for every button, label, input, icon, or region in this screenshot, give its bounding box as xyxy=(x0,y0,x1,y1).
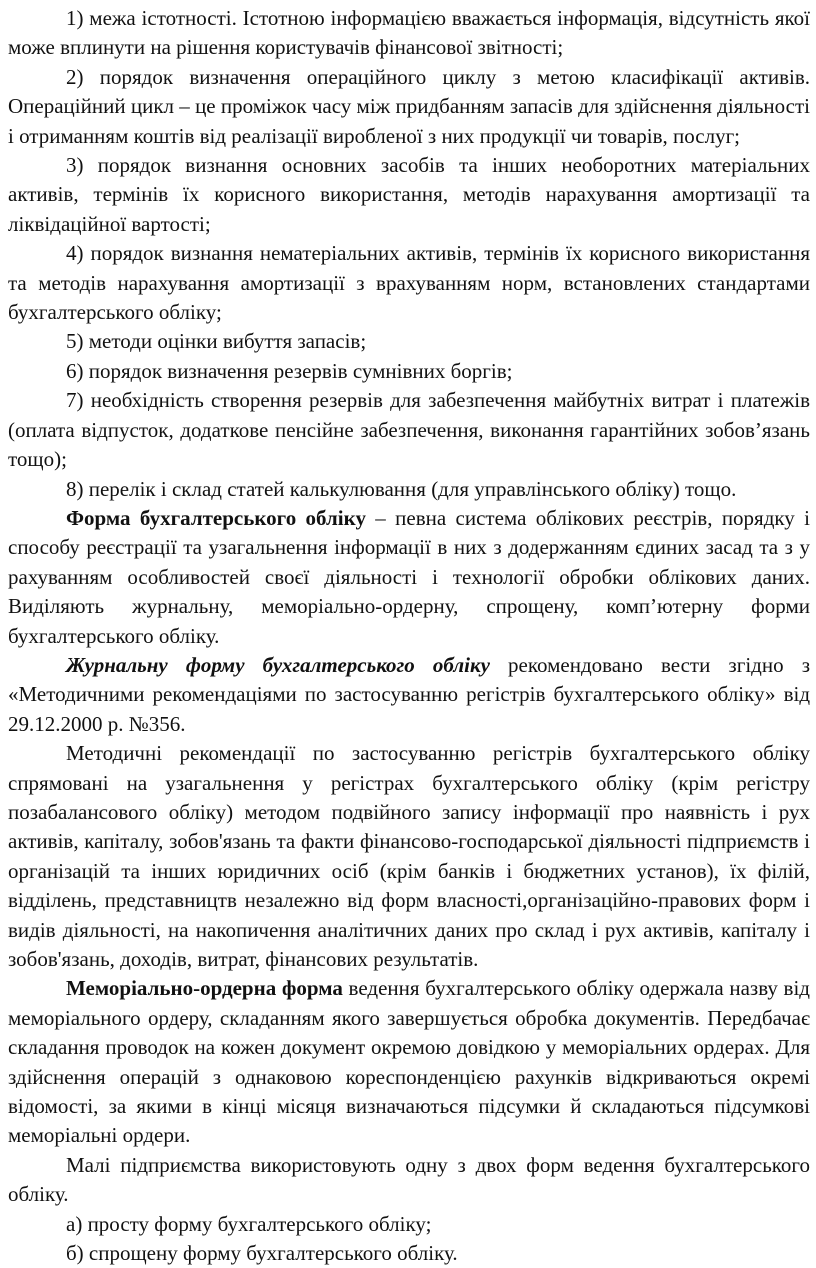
list-item-3: 3) порядок визнання основних засобів та інших необоротних матеріальних активів, термінів їх корисного використання, методів нарахування амортизації та ліквідаційної вартості; xyxy=(8,153,810,236)
option-a: а) просту форму бухгалтерського обліку; xyxy=(66,1211,432,1236)
journal-form-paragraph xyxy=(8,651,810,739)
form-definition-term: Форма бухгалтерського обліку xyxy=(66,505,366,530)
list-item-7: 7) необхідність створення резервів для забезпечення майбутніх витрат і платежів (оплата відпусток, додаткове пенсійне забезпечення, виконання гарантійних зобов’язань тощо); xyxy=(8,388,810,472)
option-b: б) спрощену форму бухгалтерського обліку. xyxy=(66,1241,458,1266)
form-definition-paragraph xyxy=(8,504,810,651)
list-item-5: 5) методи оцінки вибуття запасів; xyxy=(66,329,367,354)
form-definition-text: – певна система облікових реєстрів, порядку і способу реєстрації та узагальнення інформації в них з додержанням єдиних засад та з у рахуванням особливостей своєї діяльності і технології обробки облікових даних. Виділяють журнальну, меморіально-ордерну, спрощену, комп’ютерну форми бухгалтерського обліку. xyxy=(8,505,810,648)
memorial-form-term: Меморіально-ордерна форма xyxy=(66,976,343,1001)
methodical-recommendations-paragraph: Методичні рекомендації по застосуванню регістрів бухгалтерського обліку спрямовані на узагальнення у регістрах бухгалтерського обліку (крім регістру позабалансового обліку) методом подвійного запису інформації про наявність і рух активів, капіталу, зобов'язань та факти фінансово-господарської діяльності підприємств і організацій та інших юридичних осіб (крім банків і бюджетних установ), їх філій, відділень, представництв незалежно від форм власності,організаційно-правових форм і видів діяльності, на накопичення аналітичних даних про склад і рух активів, капіталу і зобов'язань, доходів, витрат, фінансових результатів. xyxy=(8,741,810,971)
list-item-6: 6) порядок визначення резервів сумнівних боргів; xyxy=(66,358,513,383)
list-item-4: 4) порядок визнання нематеріальних активів, термінів їх корисного використання та методів нарахування амортизації з врахуванням норм, встановлених стандартами бухгалтерського обліку; xyxy=(8,241,810,325)
journal-form-text: рекомендовано вести згідно з «Методичними рекомендаціями по застосуванню регістрів бухгалтерського обліку» від 29.12.2000 р. №356. xyxy=(8,652,810,736)
list-item-8: 8) перелік і склад статей калькулювання (для управлінського обліку) тощо. xyxy=(66,476,737,501)
memorial-form-text: ведення бухгалтерського обліку одержала назву від меморіального ордеру, складанням якого завершується обробка документів. Передбачає складання проводок на кожен документ окремою довідкою у меморіальних ордерах. Для здійснення операцій з однаковою кореспонденцією рахунків відкриваються окремі відомості, за якими в кінці місяця визначаються підсумки й складаються підсумкові меморіальні ордери. xyxy=(8,976,810,1148)
list-item-1: 1) межа істотності. Істотною інформацією вважається інформація, відсутність якої може вплинути на рішення користувачів фінансової звітності; xyxy=(8,6,810,60)
journal-form-term: Журнальну форму бухгалтерського обліку xyxy=(66,652,490,677)
list-item-2: 2) порядок визначення операційного циклу з метою класифікації активів. Операційний цикл – це проміжок часу між придбанням запасів для здійснення діяльності і отриманням коштів від реалізації виробленої з них продукції чи товарів, послуг; xyxy=(8,64,810,148)
memorial-form-paragraph xyxy=(8,974,810,1150)
small-enterprises-paragraph: Малі підприємства використовують одну з двох форм ведення бухгалтерського обліку. xyxy=(8,1152,810,1207)
